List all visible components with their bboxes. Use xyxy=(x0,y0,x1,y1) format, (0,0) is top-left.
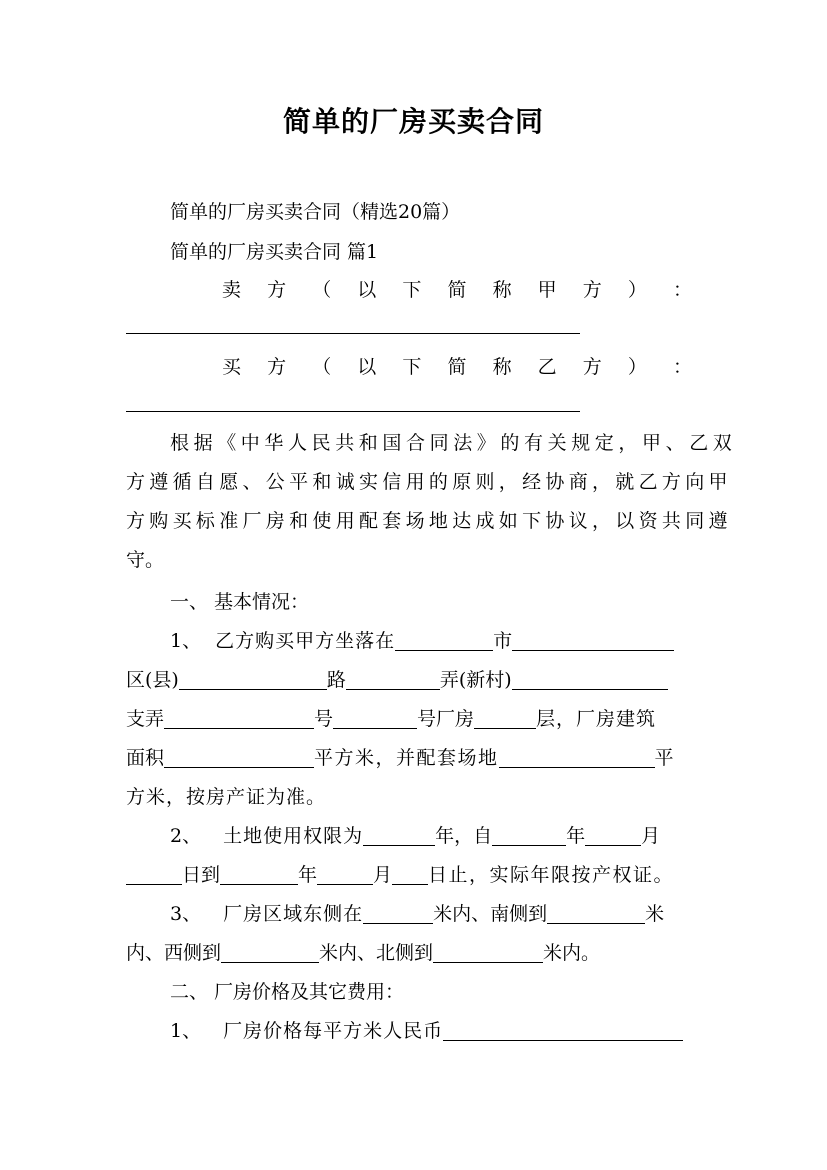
clause-1-line-5: 方米，按房产证为准。 xyxy=(126,786,327,808)
seller-label: 卖 方 （ 以 下 简 称 甲 方 ） ： xyxy=(222,279,692,301)
document-title: 简单的厂房买卖合同 xyxy=(282,105,544,138)
clause-3-line-2: 内、西侧到 米内、北侧到 米内。 xyxy=(126,942,601,964)
clause-3-line-1: 3、 厂房区域东侧在 米内、南侧到 米 xyxy=(170,903,665,925)
clause-2-line-1: 2、 土地使用权限为 年，自 年 月 xyxy=(170,825,661,847)
price-clause-line-1: 1、 厂房价格每平方米人民币 xyxy=(170,1016,746,1046)
clause-1-line-1: 1、 乙方购买甲方坐落在 市 xyxy=(170,626,746,656)
preamble-line-3: 方购买标准厂房和使用配套场地达成如下协议，以资共同遵 xyxy=(126,510,732,532)
clause-1-line-2: 区(县) 路 弄(新村) xyxy=(126,665,702,695)
buyer-blank-line xyxy=(126,411,580,412)
section-1-heading: 一、 基本情况： xyxy=(170,591,310,613)
buyer-label: 买 方 （ 以 下 简 称 乙 方 ） ： xyxy=(222,356,692,378)
preamble-line-2: 方遵循自愿、公平和诚实信用的原则，经协商，就乙方向甲 xyxy=(126,471,732,493)
clause-2-line-2: 日到 年 月 日止，实际年限按产权证。 xyxy=(126,860,702,890)
section-2-heading: 二、 厂房价格及其它费用： xyxy=(170,981,405,1003)
preamble-line-1: 根据《中华人民共和国合同法》的有关规定，甲、乙双 xyxy=(170,432,737,454)
clause-1-line-3: 支弄 号 号厂房 层，厂房建筑 xyxy=(126,708,657,730)
seller-blank-line xyxy=(126,333,580,334)
chapter-heading: 简单的厂房买卖合同 篇1 xyxy=(170,241,379,263)
document-subtitle: 简单的厂房买卖合同（精选20篇） xyxy=(170,201,461,223)
preamble-line-4: 守。 xyxy=(126,549,165,571)
clause-1-line-4: 面积 平方米，并配套场地 平 xyxy=(126,747,674,769)
